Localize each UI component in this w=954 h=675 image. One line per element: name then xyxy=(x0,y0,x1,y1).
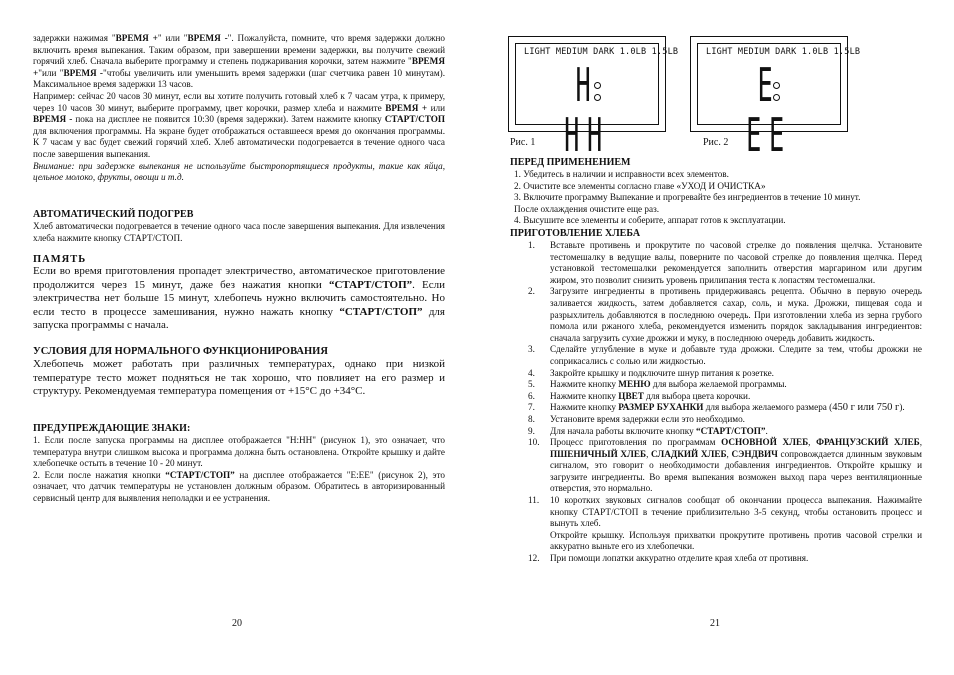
display-indicator-labels: LIGHT MEDIUM DARK 1.0LB 1.5LB xyxy=(706,47,861,57)
memory-text: Если во время приготовления пропадет электричество, автоматическое приготовление продолжится через 15 минут, даже без нажатия кнопки “СТАРТ/СТОП”. Если электричества нет больше 15 минут, хлебопечь нужно включить самостоятельно. Но если тесто в процессе замешивания, нужно нажать кнопку “СТАРТ/СТОП” для запуска программы с начала. xyxy=(33,265,445,332)
auto-warm-title: АВТОМАТИЧЕСКИЙ ПОДОГРЕВ xyxy=(33,209,194,220)
warning-2: 2. Если после нажатия кнопки “СТАРТ/СТОП” на дисплее отображается "Е:ЕЕ" (рисунок 2), это означает, что датчик температуры не установлен должным образом. Обратитесь в авторизированный сервисный центр для выявления неполадки и ее устранения. xyxy=(33,469,445,503)
prep-step: 11. 10 коротких звуковых сигналов сообщат об окончании процесса выпекания. Нажимайте кнопку СТАРТ/СТОП в течение приблизительно 3-5 секунд, чтобы остановить процесс и вынуть хлеб. Откройте крышку. Используя прихватки прокрутите противень против часовой стрелки и аккуратно выньте его из хлебопечки. xyxy=(528,495,922,552)
delay-intro: задержки нажимая "ВРЕМЯ +" или "ВРЕМЯ -". Пожалуйста, помните, что время задержки должно включить время выпекания. Таким образом, при завершении времени задержки, вы получите свежий горячий хлеб. Сначала выберите программу и степень поджаривания корочки, затем нажмите "ВРЕМЯ +"или "ВРЕМЯ -"чтобы увеличить или уменьшить время задержки (шаг счетчика равен 10 минутам). Максимальное время задержки 13 часов. Например: сейчас 20 часов 30 минут, если вы хотите получить готовый хлеб к 7 часам утра, к примеру, через 10 часов 30 минут, выберите программу, цвет корочки, размер хлеба и нажмите ВРЕМЯ + или ВРЕМЯ - пока на дисплее не появится 10:30 (время задержки). Затем нажмите кнопку СТАРТ/СТОП для включения программы. На экране будет отображаться оставшееся время до окончания программы. К 7 часам у вас будет свежий горячий хлеб. Хлеб автоматически подогревается в течение одного часа после завершения выпекания. Внимание: при задержке выпекания не используйте быстропортящиеся продукты, такие как яйца, цельное молоко, фрукты, овощи и т.д. xyxy=(33,33,446,183)
prep-step: 5. Нажмите кнопку МЕНЮ для выбора желаемой программы. xyxy=(528,379,787,390)
before-item: 3. Включите программу Выпекание и прогревайте без ингредиентов в течение 10 минут. xyxy=(514,192,861,203)
warnings-section xyxy=(33,423,445,505)
conditions-title: УСЛОВИЯ ДЛЯ НОРМАЛЬНОГО ФУНКЦИОНИРОВАНИЯ xyxy=(33,346,328,357)
figure-1-caption: Рис. 1 xyxy=(510,137,536,148)
prep-step: 2. Загрузите ингредиенты в противень придерживаясь рецепта. Обычно в первую очередь заливается жидкость, затем добавляется сахар, соль, и мука. Дрожжи, пищевая сода и разрыхлитель добавляются в последнюю очередь. При изготовлении хлеба из зерна грубого помола или ржаного хлеба, рекомендуется изменить порядок закладывания ингредиентов: сначала загрузить сухие дрожжи и муку, в последнюю очередь добавить жидкость. xyxy=(528,286,922,343)
auto-warm-section xyxy=(33,209,445,244)
bread-prep-title: ПРИГОТОВЛЕНИЕ ХЛЕБА xyxy=(510,228,641,239)
bread-prep-section xyxy=(510,228,922,565)
page-number-right: 21 xyxy=(710,618,720,629)
before-use-title: ПЕРЕД ПРИМЕНЕНИЕМ xyxy=(510,157,631,168)
prep-step: 12. При помощи лопатки аккуратно отделите края хлеба от противня. xyxy=(528,553,809,564)
prep-step: 3. Сделайте углубление в муке и добавьте туда дрожжи. Следите за тем, чтобы дрожжи не соприкасались с солью или жидкостью. xyxy=(528,344,922,366)
prep-step: 1. Вставьте противень и прокрутите по часовой стрелке до появления щелчка. Установите тестомешалку в ведущие валы, поверните по часовой стрелке до появления щелчка. Перед установкой тестомешалки рекомендуется заполнить отверстия маргарином или другим жиром, это позволит снизить уровень прилипания теста к лопастям тестомешалки. xyxy=(528,240,922,285)
delay-note: Внимание: при задержке выпекания не используйте быстропортящиеся продукты, такие как яйца, цельное молоко, фрукты, овощи и т.д. xyxy=(33,160,445,183)
memory-title: ПАМЯТЬ xyxy=(33,254,87,265)
before-item: 4. Высушите все элементы и соберите, аппарат готов к эксплуатации. xyxy=(514,215,786,226)
prep-step: 10. Процесс приготовления по программам ОСНОВНОЙ ХЛЕБ, ФРАНЦУЗСКИЙ ХЛЕБ, ПШЕНИЧНЫЙ ХЛЕБ, СЛАДКИЙ ХЛЕБ, СЭНДВИЧ сопровождается длинным звуковым сигналом, это говорит о необходимости добавления ингредиентов. Откройте крышку и загрузите ингредиенты. Во время выпекания возможен выход пара через вентиляционные отверстия, это нормально. xyxy=(528,437,922,494)
prep-step: 6. Нажмите кнопку ЦВЕТ для выбора цвета корочки. xyxy=(528,390,751,401)
display-digits: H HH xyxy=(564,58,610,162)
warning-1: 1. Если после запуска программы на дисплее отображается "Н:НН" (рисунок 1), это означает, что температура внутри слишком высока и программа должна быть остановлена. Откройте крышку и дайте хлебопечке остыть в течение 10 - 20 минут. xyxy=(33,435,445,469)
before-item: 2. Очистите все элементы согласно главе «УХОД И ОЧИСТКА» xyxy=(514,180,766,191)
before-item-cont: После охлаждения очистите еще раз. xyxy=(514,203,659,214)
prep-step: 8. Установите время задержки если это необходимо. xyxy=(528,413,745,424)
display-indicator-labels: LIGHT MEDIUM DARK 1.0LB 1.5LB xyxy=(524,47,679,57)
colon-dot-icon xyxy=(594,82,601,89)
auto-warm-text: Хлеб автоматически подогревается в течение одного часа после завершения выпекания. Для извлечения хлеба нажмите кнопку СТАРТ/СТОП. xyxy=(33,221,445,243)
prep-step: 9. Для начала работы включите кнопку “СТАРТ/СТОП”. xyxy=(528,425,768,436)
memory-section xyxy=(33,254,445,333)
display-digits: E EE xyxy=(746,58,792,162)
conditions-section xyxy=(33,346,445,399)
colon-dot-icon xyxy=(773,82,780,89)
prep-step: 7. Нажмите кнопку РАЗМЕР БУХАНКИ для выбора желаемого размера (450 г или 750 г). xyxy=(528,402,905,414)
conditions-text: Хлебопечь может работать при различных температурах, однако при низкой температуре тесто может подняться не так хорошо, что повлияет на его размер и структуру. Рекомендуемая температура помещения от +15°С до +34°С. xyxy=(33,358,445,398)
warnings-title: ПРЕДУПРЕЖДАЮЩИЕ ЗНАКИ: xyxy=(33,423,191,434)
colon-dot-icon xyxy=(773,94,780,101)
prep-step: 4. Закройте крышку и подключите шнур питания к розетке. xyxy=(528,367,774,378)
page-number-left: 20 xyxy=(232,618,242,629)
before-use-section xyxy=(510,157,922,227)
before-item: 1. Убедитесь в наличии и исправности всех элементов. xyxy=(514,169,729,179)
figure-2-caption: Рис. 2 xyxy=(703,137,729,148)
colon-dot-icon xyxy=(594,94,601,101)
